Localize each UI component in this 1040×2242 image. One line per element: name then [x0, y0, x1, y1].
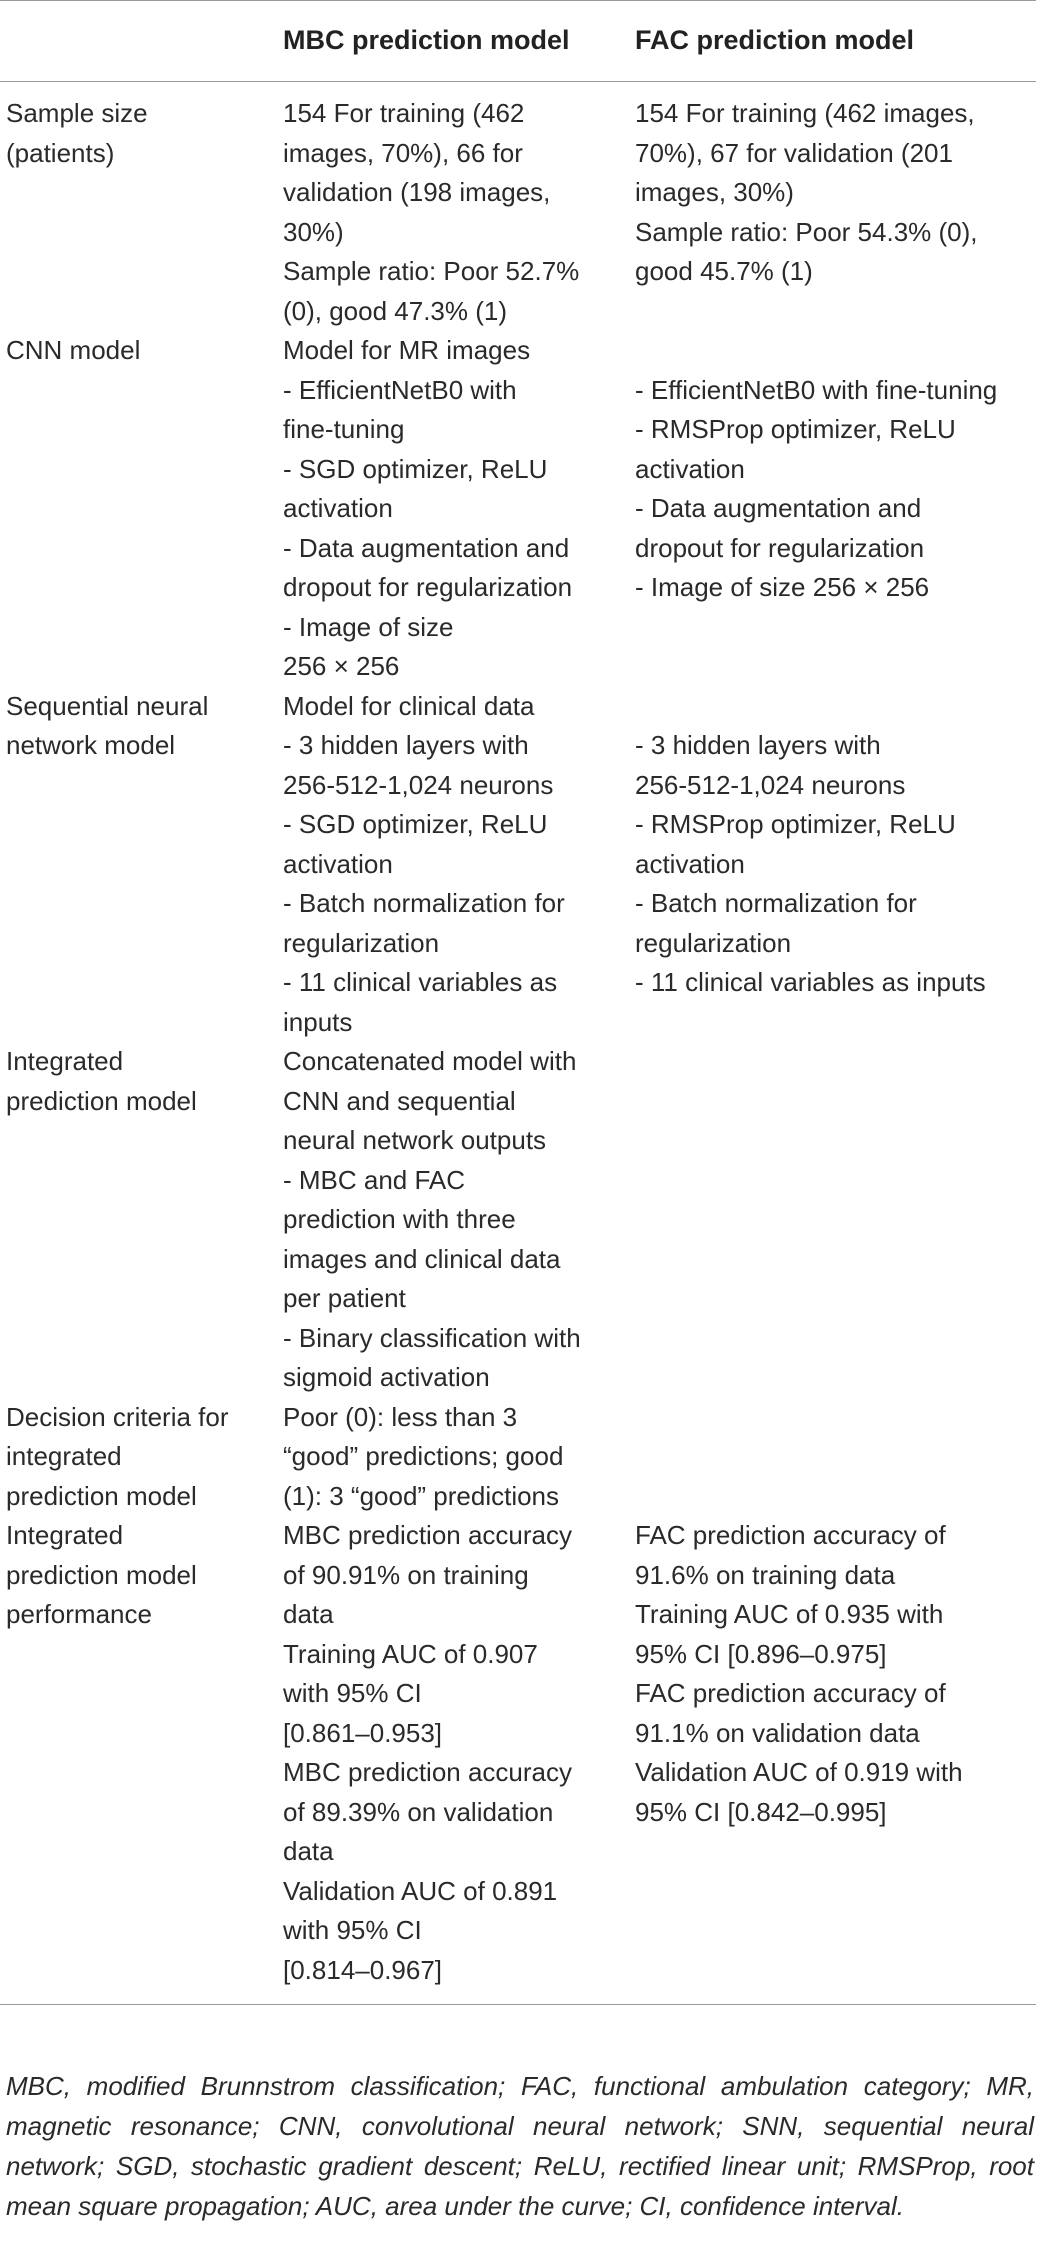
table-row: [0, 1516, 1036, 2005]
header-fac-model: FAC prediction model: [635, 1, 1036, 82]
row-label: Sample size (patients): [6, 98, 148, 168]
fac-cell: [635, 1042, 1036, 1398]
table-row: [0, 687, 1036, 1043]
mbc-cell: MBC prediction accuracy of 90.91% on training data Training AUC of 0.907 with 95% CI [0.861–0.953] MBC prediction accuracy of 89.39% on validation data Validation AUC of 0.891 with 95% CI [0.814–0.967]: [283, 1516, 635, 2005]
fac-cell: FAC prediction accuracy of 91.6% on training data Training AUC of 0.935 with 95% CI [0.896–0.975] FAC prediction accuracy of 91.1% on validation data Validation AUC of 0.919 with 95% CI [0.842–0.995]: [635, 1516, 1036, 2005]
row-label: Integrated prediction model performance: [0, 1516, 283, 2005]
header-mbc-model: MBC prediction model: [283, 1, 635, 82]
header-empty: [0, 1, 283, 82]
row-label: Integrated prediction model: [6, 1046, 197, 1116]
table-row: [0, 1398, 1036, 1517]
fac-cell: [635, 1398, 1036, 1517]
table-footnote: MBC, modified Brunnstrom classification; FAC, functional ambulation category; MR, magnetic resonance; CNN, convolutional neural network; SNN, sequential neural network; SGD, stochastic gradient descent; ReLU, rectified linear unit; RMSProp, root mean square propagation; AUC, area under the curve; CI, confidence interval.: [6, 2071, 1034, 2221]
mbc-cell: Model for MR images - EfficientNetB0 with fine-tuning - SGD optimizer, ReLU activation - Data augmentation and dropout for regularization - Image of size 256 × 256: [283, 335, 573, 681]
table-header-row: [0, 1, 1036, 82]
mbc-cell: Poor (0): less than 3 “good” predictions; good (1): 3 “good” predictions: [283, 1401, 564, 1511]
mbc-cell: 154 For training (462 images, 70%), 66 for validation (198 images, 30%) Sample ratio: Poor 52.7% (0), good 47.3% (1): [283, 98, 580, 326]
row-label: Decision criteria for integrated prediction model: [6, 1401, 229, 1511]
row-label: CNN model: [6, 335, 141, 365]
fac-cell: - 3 hidden layers with 256-512-1,024 neurons - RMSProp optimizer, ReLU activation - Batch normalization for regularization - 11 clinical variables as inputs: [635, 730, 986, 997]
table-row: [0, 331, 1036, 687]
mbc-cell: Concatenated model with CNN and sequential neural network outputs - MBC and FAC prediction with three images and clinical data per patient - Binary classification with sigmoid activation: [283, 1046, 581, 1392]
fac-cell: - EfficientNetB0 with fine-tuning - RMSProp optimizer, ReLU activation - Data augmentation and dropout for regularization - Image of size 256 × 256: [635, 374, 998, 602]
row-label: Sequential neural network model: [6, 690, 209, 760]
mbc-cell: Model for clinical data - 3 hidden layers with 256-512-1,024 neurons - SGD optimizer, ReLU activation - Batch normalization for regularization - 11 clinical variables as inputs: [283, 690, 565, 1037]
table-row: [0, 82, 1036, 332]
table-row: [0, 1042, 1036, 1398]
fac-cell: 154 For training (462 images, 70%), 67 for validation (201 images, 30%) Sample ratio: Poor 54.3% (0), good 45.7% (1): [635, 98, 978, 286]
